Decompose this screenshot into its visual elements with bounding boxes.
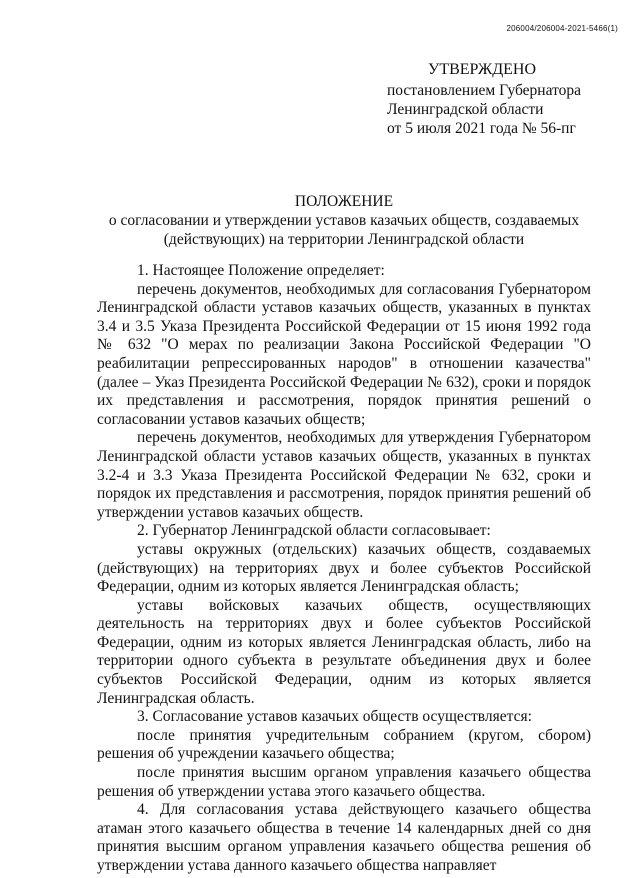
paragraph: перечень документов, необходимых для согласования Губернатором Ленинградской области уставов казачьих обществ, указанных в пунктах 3.4 и 3.5 Указа Президента Российской Федерации от 15 июня 1992 года № 632 "О мерах по реализации Закона Российской Федерации "О реабилитации репрессированных народов" в отношении казачества" (далее – Указ Президента Российской Федерации № 632), сроки и порядок их представления и рассмотрения, порядок принятия решений о согласовании уставов казачьих обществ;: [97, 280, 591, 428]
paragraph: 2. Губернатор Ленинградской области согласовывает:: [137, 522, 491, 540]
paragraph: уставы войсковых казачьих обществ, осуществляющих деятельность на территориях двух и более субъектов Российской Федерации, одним из которых является Ленинградская область, либо на территории одного субъекта в результате объединения двух и более субъектов Российской Федерации, одним из которых является Ленинградская область.: [97, 596, 591, 707]
approval-line: от 5 июля 2021 года № 56-пг: [387, 120, 576, 137]
paragraph: уставы окружных (отдельских) казачьих обществ, создаваемых (действующих) на территориях двух и более субъектов Российской Федерации, одним из которых является Ленинградская область;: [97, 540, 591, 596]
paragraph: 1. Настоящее Положение определяет:: [137, 262, 385, 279]
document-ref-code: 206004/206004-2021-5466(1): [506, 24, 618, 33]
approval-title: УТВЕРЖДЕНО: [427, 61, 536, 78]
paragraph: 4. Для согласования устава действующего казачьего общества атаман этого казачьего общества в течение 14 календарных дней со дня принятия высшим органом управления казачьего общества решения об утверждении устава данного казачьего общества направляет: [97, 801, 591, 874]
paragraph: перечень документов, необходимых для утверждения Губернатором Ленинградской области уставов казачьих обществ, указанных в пунктах 3.2-4 и 3.3 Указа Президента Российской Федерации № 632, сроки и порядок их представления и рассмотрения, порядок принятия решений об утверждении уставов казачьих обществ.: [97, 429, 591, 521]
approval-stamp: [387, 60, 627, 138]
paragraph: 3. Согласование уставов казачьих обществ осуществляется:: [137, 708, 532, 726]
document-subtitle: о согласовании и утверждении уставов казачьих обществ, создаваемых (действующих) на территории Ленинградской области: [108, 212, 580, 248]
document-title-block: [96, 192, 592, 249]
approval-line: постановлением Губернатора: [387, 82, 582, 99]
paragraph: после принятия учредительным собранием (кругом, сбором) решения об учреждении казачьего общества;: [97, 726, 591, 763]
approval-line: Ленинградской области: [387, 101, 544, 118]
document-body: [97, 262, 591, 876]
paragraph: после принятия высшим органом управления казачьего общества решения об утверждении устава этого казачьего общества.: [97, 764, 591, 800]
document-title: ПОЛОЖЕНИЕ: [294, 193, 394, 210]
